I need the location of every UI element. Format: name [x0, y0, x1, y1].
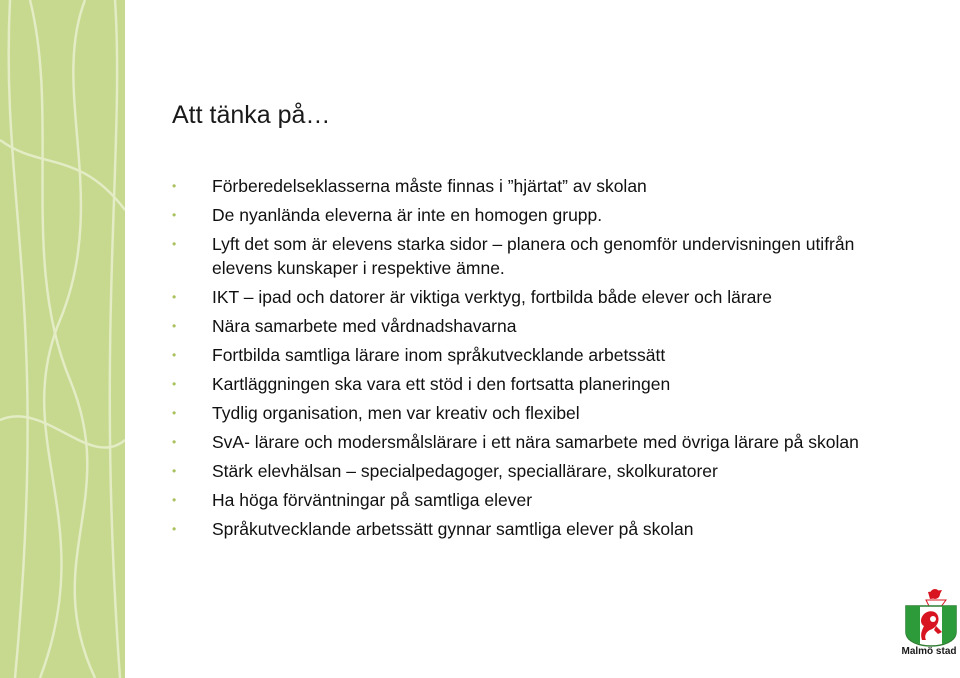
- bullet-icon: •: [172, 464, 177, 478]
- logo-text: Malmö stad: [901, 646, 957, 657]
- bullet-list: [172, 174, 872, 546]
- list-item: [172, 203, 872, 227]
- bullet-icon: •: [172, 348, 177, 362]
- list-item-text: Ha höga förväntningar på samtliga elever: [212, 490, 533, 510]
- list-item: [172, 517, 872, 541]
- list-item: [172, 232, 872, 280]
- list-item: [172, 314, 872, 338]
- list-item: [172, 430, 872, 454]
- list-item: [172, 401, 872, 425]
- bullet-icon: •: [172, 237, 177, 251]
- list-item-text: Stärk elevhälsan – specialpedagoger, speciallärare, skolkuratorer: [212, 461, 718, 481]
- list-item-text: Kartläggningen ska vara ett stöd i den fortsatta planeringen: [212, 374, 671, 394]
- list-item-text: De nyanlända eleverna är inte en homogen grupp.: [212, 205, 603, 225]
- list-item: [172, 343, 872, 367]
- bullet-icon: •: [172, 406, 177, 420]
- list-item-text: Språkutvecklande arbetssätt gynnar samtliga elever på skolan: [212, 519, 694, 539]
- list-item: [172, 459, 872, 483]
- list-item-text: Nära samarbete med vårdnadshavarna: [212, 316, 517, 336]
- decorative-side-panel: [0, 0, 125, 678]
- bullet-icon: •: [172, 290, 177, 304]
- list-item-text: SvA- lärare och modersmålslärare i ett nära samarbete med övriga lärare på skolan: [212, 432, 859, 452]
- decorative-curves: [0, 0, 125, 678]
- list-item-text: Tydlig organisation, men var kreativ och flexibel: [212, 403, 580, 423]
- list-item: [172, 285, 872, 309]
- bullet-icon: •: [172, 377, 177, 391]
- list-item: [172, 488, 872, 512]
- list-item-text: Fortbilda samtliga lärare inom språkutvecklande arbetssätt: [212, 345, 666, 365]
- bullet-icon: •: [172, 435, 177, 449]
- bullet-icon: •: [172, 319, 177, 333]
- bullet-icon: •: [172, 522, 177, 536]
- bullet-icon: •: [172, 208, 177, 222]
- slide-title: Att tänka på…: [172, 101, 331, 129]
- list-item-text: Förberedelseklasserna måste finnas i ”hjärtat” av skolan: [212, 176, 647, 196]
- list-item: [172, 372, 872, 396]
- list-item: [172, 174, 872, 198]
- bullet-icon: •: [172, 179, 177, 193]
- bullet-icon: •: [172, 493, 177, 507]
- list-item-text: Lyft det som är elevens starka sidor – planera och genomför undervisningen utifrån elevens kunskaper i respektive ämne.: [212, 234, 855, 278]
- list-item-text: IKT – ipad och datorer är viktiga verktyg, fortbilda både elever och lärare: [212, 287, 772, 307]
